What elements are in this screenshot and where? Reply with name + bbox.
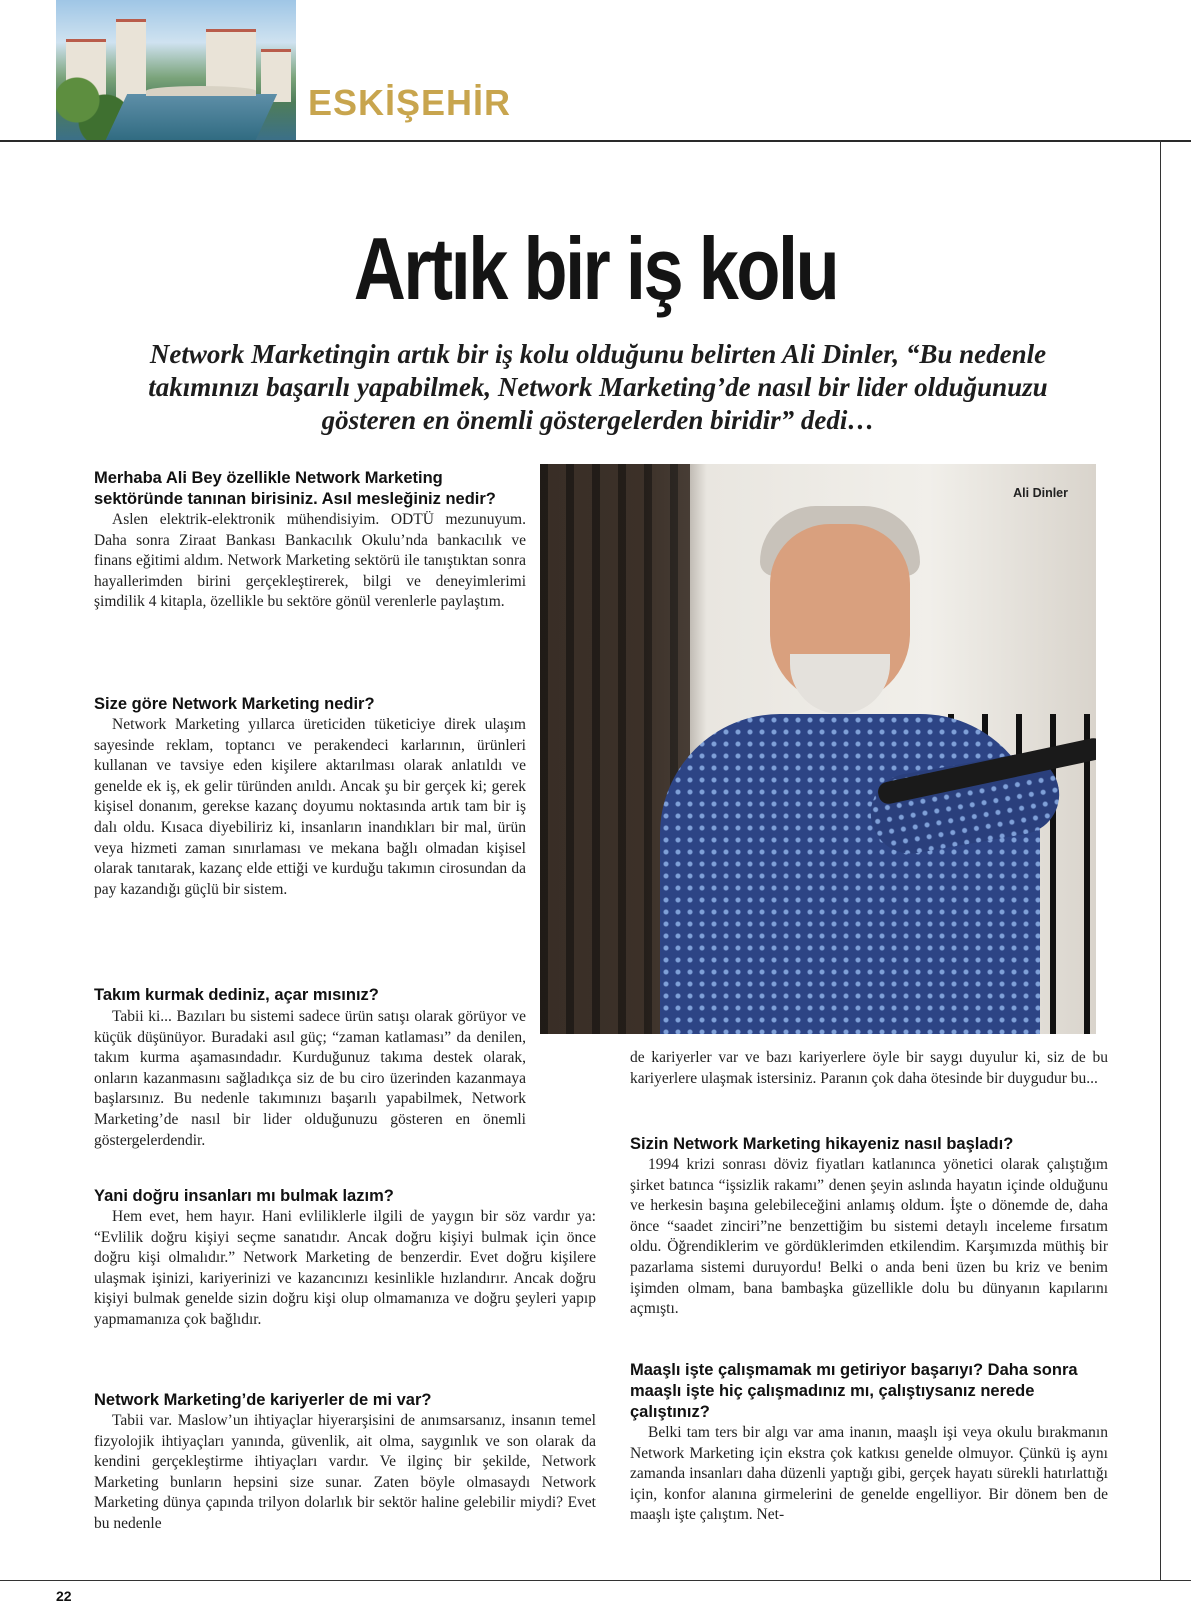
question-heading: Maaşlı işte çalışmamak mı getiriyor başarıyı? Daha sonra maaşlı işte hiç çalışmadınız mı, çalıştıysanız nerede çalıştınız? xyxy=(630,1361,1078,1421)
left-column xyxy=(94,1186,596,1331)
answer-text: Tabii var. Maslow’un ihtiyaçlar hiyerarşisini de anımsarsanız, insanın temel fizyolojik ihtiyaçları yanında, güvenlik, ait olma, saygınlık ve son olarak da kendini gerçekleştirme ihtiyaçları vardır. Ve ilginç bir şekilde, Network Marketing bunların hepsini size sunar. Zaten böyle olmasaydı Network Marketing dünya çapında trilyon dolarlık bir sektör haline gelebilir miydi? Evet bu nedenle xyxy=(94,1412,596,1532)
qa-block xyxy=(94,468,526,613)
header-city-photo xyxy=(56,0,296,142)
right-column xyxy=(630,1134,1108,1320)
section-title: ESKİŞEHİR xyxy=(308,82,512,123)
question-heading: Network Marketing’de kariyerler de mi var? xyxy=(94,1391,432,1409)
question-heading: Merhaba Ali Bey özellikle Network Marketing sektöründe tanınan birisiniz. Asıl mesleğiniz nedir? xyxy=(94,469,496,508)
left-column xyxy=(94,468,526,613)
answer-text: Aslen elektrik-elektronik mühendisiyim. ODTÜ mezunuyum. Daha sonra Ziraat Bankası Bankacılık Okulu’nda bankacılık ve finans eğitimi aldım. Network Marketing sektörü ile tanıştıktan sonra hayallerimden birini gerçekleştirerek, bilgi ve deneyimlerimi şimdilik 4 kitapla, özellikle bu sektöre gönül verenlerle paylaştım. xyxy=(94,511,526,611)
right-column xyxy=(630,1048,1108,1089)
frame-right-line xyxy=(1160,140,1161,1580)
answer-text: Tabii ki... Bazıları bu sistemi sadece ürün satışı olarak görüyor ve küçük düşünüyor. Buradaki asıl güç; “zaman katlaması” da denilen, takım kurma aşamasındadır. Kurduğunuz takıma destek olarak, onların kazanmasını sağladıkça siz de bu ciro üzerinden kazanmaya başlarsınız. Bu nedenle takımınızı başarılı yapabilmek, Network Marketing’de nasıl bir lider olduğunuzu gösteren en önemli göstergelerdendir. xyxy=(94,1008,526,1149)
left-column xyxy=(94,985,526,1006)
header-divider xyxy=(0,140,1191,142)
left-column xyxy=(94,694,526,900)
right-column xyxy=(630,1360,1108,1526)
answer-text: Hem evet, hem hayır. Hani evliliklerle ilgili de yaygın bir söz vardır ya: “Evlilik doğru kişiyi seçme sanatıdır. Ancak doğru kişiyi bulmak için önce doğru kişi olmalıdır.” Network Marketing de benzerdir. Evet doğru kişilere ulaşmak işinizi, kariyerinizi ve kazancınızı kesinlikle hızlandırır. Ancak doğru kişiyi bulmak genelde sizin doğru kişi olup olmamanıza ve doğru şeyleri yapıp yapmamanıza çok bağlıdır. xyxy=(94,1208,596,1328)
question-heading: Takım kurmak dediniz, açar mısınız? xyxy=(94,986,379,1004)
article-lead: Network Marketingin artık bir iş kolu olduğunu belirten Ali Dinler, “Bu nedenle takımınızı başarılı yapabilmek, Network Marketing’de nasıl bir lider olduğunuzu gösteren en önemli göstergelerden biridir” dedi… xyxy=(148,339,1048,435)
page-number: 22 xyxy=(56,1588,72,1604)
portrait-photo xyxy=(540,464,1096,1034)
question-heading: Sizin Network Marketing hikayeniz nasıl başladı? xyxy=(630,1135,1014,1153)
photo-caption: Ali Dinler xyxy=(1013,486,1068,500)
answer-continuation: de kariyerler var ve bazı kariyerlere öyle bir saygı duyulur ki, siz de bu kariyerlere ulaşmak istersiniz. Paranın çok daha ötesinde bir duygudur bu... xyxy=(630,1049,1108,1087)
answer-text: 1994 krizi sonrası döviz fiyatları katlanınca yönetici olarak çalıştığım şirket batınca “işsizlik rakamı” denen şeyin aslında hayatın içinde olduğunu ve herkesin başına gelebileceğini anlamış oldum. İşte o dönemde de, daha önce “saadet zinciri”ne benzettiğim bu sistemi detaylı inceleme fırsatım oldu. Öğrendiklerim ve gördüklerimden etkilendim. Karşımızda müthiş bir pazarlama sistemi duruyordu! Belki o anda beni üzen bu kriz ve benim işimden olmam, bana bambaşka güzellikle dolu bu dünyanın kapılarını açmıştı. xyxy=(630,1156,1108,1318)
article-headline: Artık bir iş kolu xyxy=(353,219,838,318)
frame-bottom-line xyxy=(0,1580,1191,1581)
left-column xyxy=(94,1007,526,1151)
answer-text: Belki tam ters bir algı var ama inanın, maaşlı işi veya okulu bırakmanın Network Marketing için ekstra çok katkısı genelde olmuyor. Çünkü iş aynı zamanda insanları daha düzenli yaptığı gibi, gerçek hayatı sürekli hatırlattığı için, konfor alanına girmelerini de genelde engelliyor. Bir dönem ben de maaşlı işte çalıştım. Net- xyxy=(630,1424,1108,1524)
question-heading: Size göre Network Marketing nedir? xyxy=(94,695,375,713)
question-heading: Yani doğru insanları mı bulmak lazım? xyxy=(94,1187,394,1205)
left-column xyxy=(94,1390,596,1535)
answer-text: Network Marketing yıllarca üreticiden tüketiciye direk ulaşım sayesinde reklam, toptancı ve perakendeci karlarının, ürünleri kullanan ve tavsiye eden kişilere aktarılması olarak anlatıldı ve genelde ek iş, ek gelir türünden anıldı. Ancak şu bir gerçek ki; gerek kişisel donanım, gerekse kazanç doyumu noktasında artık tam bir iş dalı oldu. Kısaca diyebiliriz ki, insanların inandıkları bir mal, ürün veya hizmeti zaman sınırlaması ve mekana bağlı olmadan kişisel olarak tanıtarak, kazanç elde ettiği ve kurduğu takımın cirosundan da pay kazandığı güçlü bir sistem. xyxy=(94,716,526,898)
